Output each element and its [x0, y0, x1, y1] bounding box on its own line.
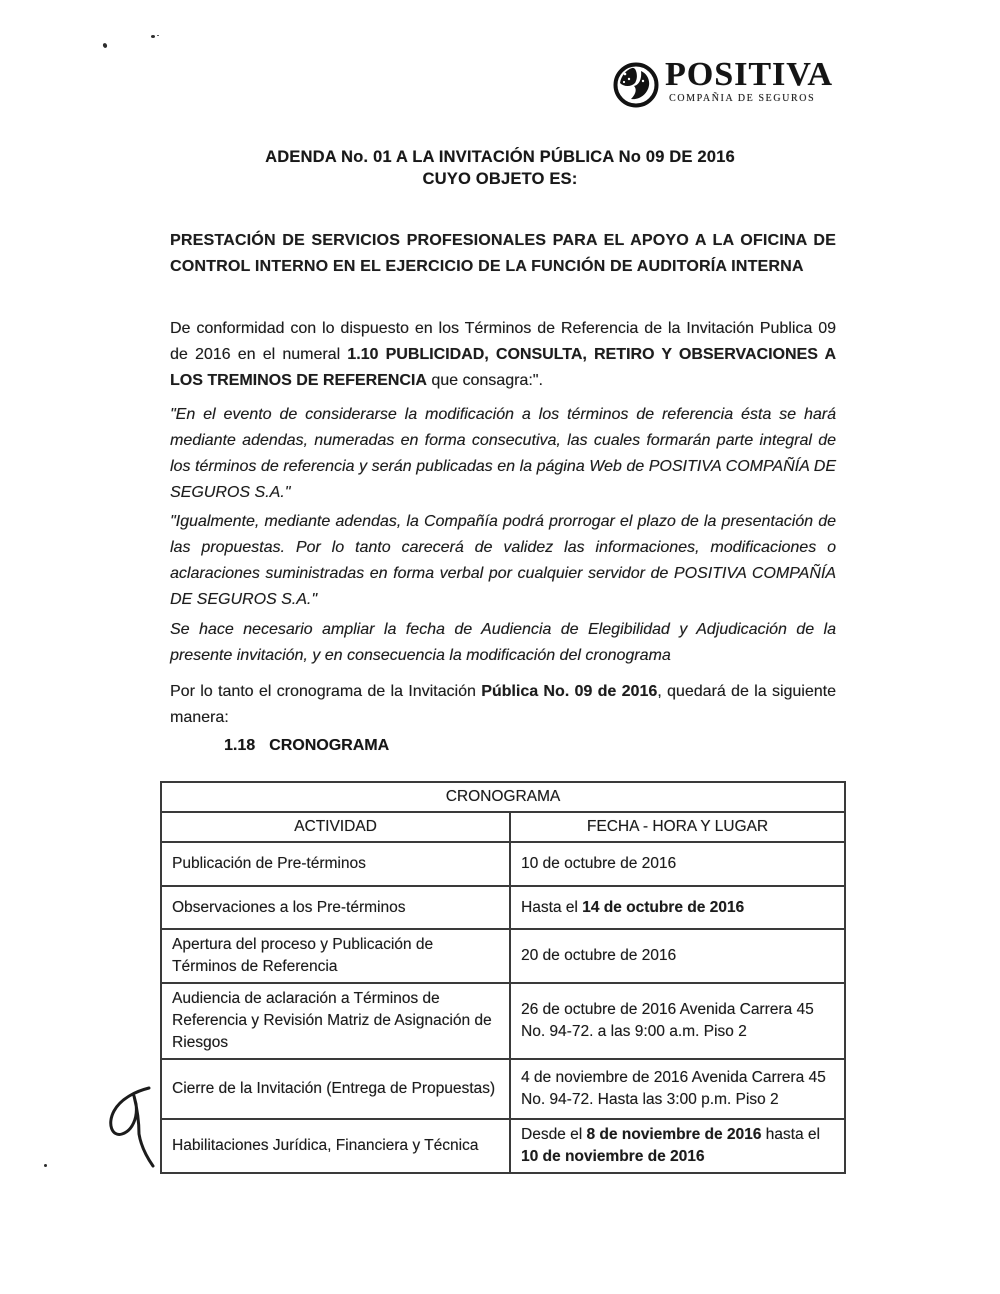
fecha-cell — [510, 886, 845, 929]
paragraph-therefore — [170, 679, 836, 731]
table-row — [161, 929, 845, 983]
actividad-cell: Cierre de la Invitación (Entrega de Propuestas) — [161, 1059, 510, 1119]
table-row — [161, 1119, 845, 1173]
handwritten-mark — [99, 1086, 165, 1170]
paragraph-quote-1: "En el evento de considerarse la modificación a los términos de referencia ésta se hará mediante adendas, numeradas en forma consecutiva, las cuales formarán parte integral de los términos de referencia y serán publicadas en la página Web de POSITIVA COMPAÑÍA DE SEGUROS S.A." — [170, 406, 836, 501]
paragraph-object: PRESTACIÓN DE SERVICIOS PROFESIONALES PARA EL APOYO A LA OFICINA DE CONTROL INTERNO EN EL EJERCICIO DE LA FUNCIÓN DE AUDITORÍA INTERNA — [170, 232, 836, 275]
fecha-cell — [510, 842, 845, 886]
title-line-2: CUYO OBJETO ES: — [422, 170, 578, 188]
paragraph-therefore-post: , quedará de la siguiente manera: — [170, 683, 837, 726]
fecha-text-bold: 8 de noviembre de 2016 — [586, 1126, 762, 1143]
paragraph-conformity — [170, 316, 836, 394]
actividad-cell: Apertura del proceso y Publicación de Términos de Referencia — [161, 929, 510, 983]
section-heading-cronograma — [224, 737, 389, 755]
fecha-text: Hasta el — [521, 898, 583, 916]
paragraph-conformity-pre: De conformidad con lo dispuesto en los Términos de Referencia de la Invitación Publica 09 de 2016 en el numeral — [170, 320, 836, 363]
fecha-cell — [510, 1059, 845, 1119]
scan-artifact — [102, 42, 108, 48]
table-header-row — [161, 812, 845, 842]
fecha-text: Desde el — [521, 1126, 587, 1143]
actividad-cell: Habilitaciones Jurídica, Financiera y Técnica — [161, 1119, 510, 1173]
scan-artifact — [44, 1164, 47, 1167]
table-row — [161, 983, 845, 1059]
paragraph-therefore-bold: Pública No. 09 de 2016 — [481, 683, 658, 700]
title-line-1: ADENDA No. 01 A LA INVITACIÓN PÚBLICA No 09 DE 2016 — [265, 148, 735, 166]
fecha-cell — [510, 983, 845, 1059]
table-row — [161, 886, 845, 929]
fecha-cell — [510, 929, 845, 983]
fecha-text: 26 de octubre de 2016 Avenida Carrera 45 No. 94-72. a las 9:00 a.m. Piso 2 — [521, 1001, 814, 1040]
actividad-cell: Publicación de Pre-términos — [161, 842, 510, 886]
section-number: 1.18 — [224, 737, 256, 754]
paragraph-conformity-bold: 1.10 PUBLICIDAD, CONSULTA, RETIRO Y OBSERVACIONES A LOS TREMINOS DE REFERENCIA — [170, 346, 837, 389]
logo-brand-text: POSITIVA — [665, 56, 833, 93]
actividad-cell: Audiencia de aclaración a Términos de Referencia y Revisión Matriz de Asignación de Riesgos — [161, 983, 510, 1059]
table-title-row — [161, 782, 845, 812]
positiva-logo — [612, 57, 833, 109]
fecha-text-bold2: 10 de noviembre de 2016 — [521, 1148, 705, 1165]
table-row — [161, 842, 845, 886]
fecha-text: 20 de octubre de 2016 — [521, 947, 677, 964]
fecha-text-bold: 14 de octubre de 2016 — [582, 898, 745, 916]
fecha-text: 4 de noviembre de 2016 Avenida Carrera 45 No. 94-72. Hasta las 3:00 p.m. Piso 2 — [521, 1069, 826, 1108]
section-title: CRONOGRAMA — [269, 737, 390, 754]
cronograma-table — [160, 781, 846, 1174]
fecha-cell — [510, 1119, 845, 1173]
paragraph-therefore-pre: Por lo tanto el cronograma de la Invitación — [170, 683, 482, 700]
paragraph-need: Se hace necesario ampliar la fecha de Audiencia de Elegibilidad y Adjudicación de la presente invitación, y en consecuencia la modificación del cronograma — [170, 621, 836, 664]
column-header-fecha: FECHA - HORA Y LUGAR — [510, 812, 845, 842]
paragraph-conformity-post: que consagra:". — [426, 372, 543, 389]
fecha-text-mid: hasta el — [761, 1126, 820, 1143]
document-title — [0, 146, 1000, 190]
fecha-text: 10 de octubre de 2016 — [521, 855, 677, 872]
table-title: CRONOGRAMA — [161, 782, 845, 812]
logo-tagline-text: COMPAÑIA DE SEGUROS — [669, 93, 816, 104]
actividad-cell: Observaciones a los Pre-términos — [161, 886, 510, 929]
scan-artifact — [151, 35, 155, 38]
column-header-actividad: ACTIVIDAD — [161, 812, 510, 842]
paragraph-quote-2: "Igualmente, mediante adendas, la Compañía podrá prorrogar el plazo de la presentación de las propuestas. Por lo tanto carecerá de validez las informaciones, modificaciones o aclaraciones suministradas en forma verbal por cualquier servidor de POSITIVA COMPAÑÍA DE SEGUROS S.A." — [170, 513, 836, 608]
table-row — [161, 1059, 845, 1119]
globe-icon — [612, 61, 660, 109]
